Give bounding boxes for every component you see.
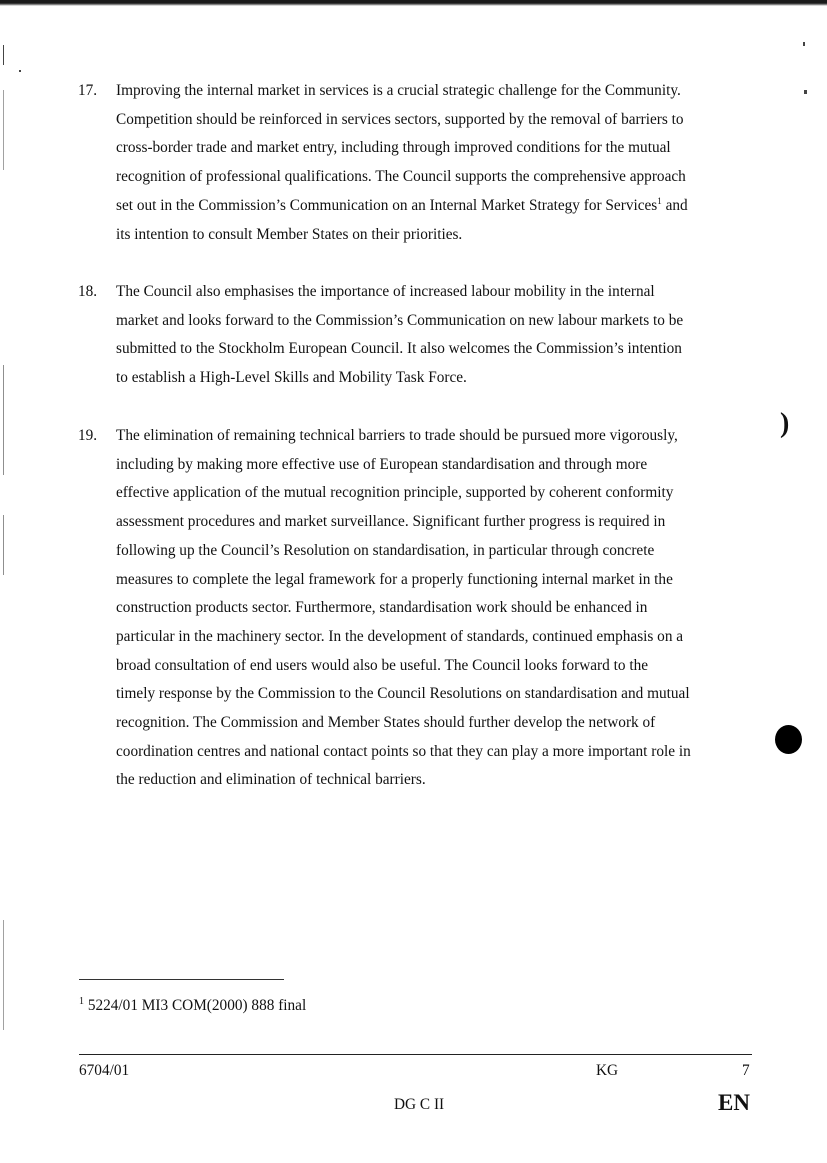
margin-crescent-mark: ) <box>780 408 790 439</box>
paragraph-line: The Council also emphasises the importance of increased labour mobility in the internal <box>116 283 655 300</box>
paragraph-line: following up the Council’s Resolution on standardisation, in particular through concrete <box>116 541 655 559</box>
paragraph-line-tail: and <box>661 196 688 214</box>
paragraph-body <box>116 278 756 393</box>
paragraph-line-text: set out in the Commission’s Communication on an Internal Market Strategy for Services <box>116 196 658 214</box>
paragraph-body <box>116 77 756 249</box>
footer-rule <box>79 1054 752 1055</box>
footnote-marker: 1 <box>79 996 84 1007</box>
footer-doc-number: 6704/01 <box>79 1062 130 1079</box>
paragraph-line: recognition of professional qualifications. The Council supports the comprehensive approach <box>116 168 686 186</box>
paragraph-line: recognition. The Commission and Member States should further develop the network of <box>116 714 656 732</box>
paragraph-number: 17. <box>78 82 98 99</box>
paragraph-number: 18. <box>78 283 98 300</box>
scan-mark <box>3 90 4 170</box>
paragraph-body <box>116 422 756 795</box>
scan-mark <box>3 920 4 1030</box>
scan-mark <box>3 365 4 475</box>
paragraph-line: effective application of the mutual recognition principle, supported by coherent conformity <box>116 484 674 502</box>
footer-language-code: EN <box>718 1090 750 1115</box>
paragraph-line: its intention to consult Member States on their priorities. <box>116 225 463 243</box>
paragraph-line: particular in the machinery sector. In the development of standards, continued emphasis on a <box>116 627 684 645</box>
footnote <box>79 997 306 1015</box>
scan-mark <box>3 45 4 65</box>
paragraph-line: market and looks forward to the Commission’s Communication on new labour markets to be <box>116 311 684 329</box>
paragraph-line: broad consultation of end users would also be useful. The Council looks forward to the <box>116 656 649 674</box>
paragraph-line: timely response by the Commission to the Council Resolutions on standardisation and mutual <box>116 685 690 703</box>
paragraph-line-with-footnote <box>116 192 756 221</box>
paragraph-line: coordination centres and national contact points so that they can play a more important role in <box>116 742 691 760</box>
footer-initials: KG <box>596 1062 619 1079</box>
paragraph-number: 19. <box>78 427 98 444</box>
paragraph-line: construction products sector. Furthermore, standardisation work should be enhanced in <box>116 599 648 617</box>
top-scan-rule <box>0 0 827 6</box>
paragraph-line: assessment procedures and market surveillance. Significant further progress is required in <box>116 513 666 531</box>
margin-ink-blot <box>775 725 802 754</box>
scan-mark <box>19 70 21 72</box>
footer-directorate: DG C II <box>394 1096 445 1113</box>
paragraph-line: the reduction and elimination of technical barriers. <box>116 771 426 789</box>
footnote-separator <box>79 979 284 980</box>
paragraph-line: submitted to the Stockholm European Council. It also welcomes the Commission’s intention <box>116 340 682 358</box>
scan-mark <box>803 42 805 46</box>
scan-mark <box>804 90 807 94</box>
footnote-reference: 1 <box>657 195 662 206</box>
paragraph-line: The elimination of remaining technical barriers to trade should be pursued more vigorously, <box>116 427 678 444</box>
paragraph-line: cross-border trade and market entry, including through improved conditions for the mutual <box>116 139 671 157</box>
paragraph-line: including by making more effective use of European standardisation and through more <box>116 455 648 473</box>
footnote-text: 5224/01 MI3 COM(2000) 888 final <box>87 997 307 1014</box>
footer-page-number: 7 <box>742 1062 750 1079</box>
paragraph-line: Improving the internal market in services is a crucial strategic challenge for the Community. <box>116 82 681 99</box>
paragraph-line: to establish a High-Level Skills and Mobility Task Force. <box>116 369 467 387</box>
paragraph-line: Competition should be reinforced in services sectors, supported by the removal of barriers to <box>116 110 684 128</box>
scan-mark <box>3 515 4 575</box>
paragraph-line: measures to complete the legal framework for a properly functioning internal market in the <box>116 570 673 588</box>
